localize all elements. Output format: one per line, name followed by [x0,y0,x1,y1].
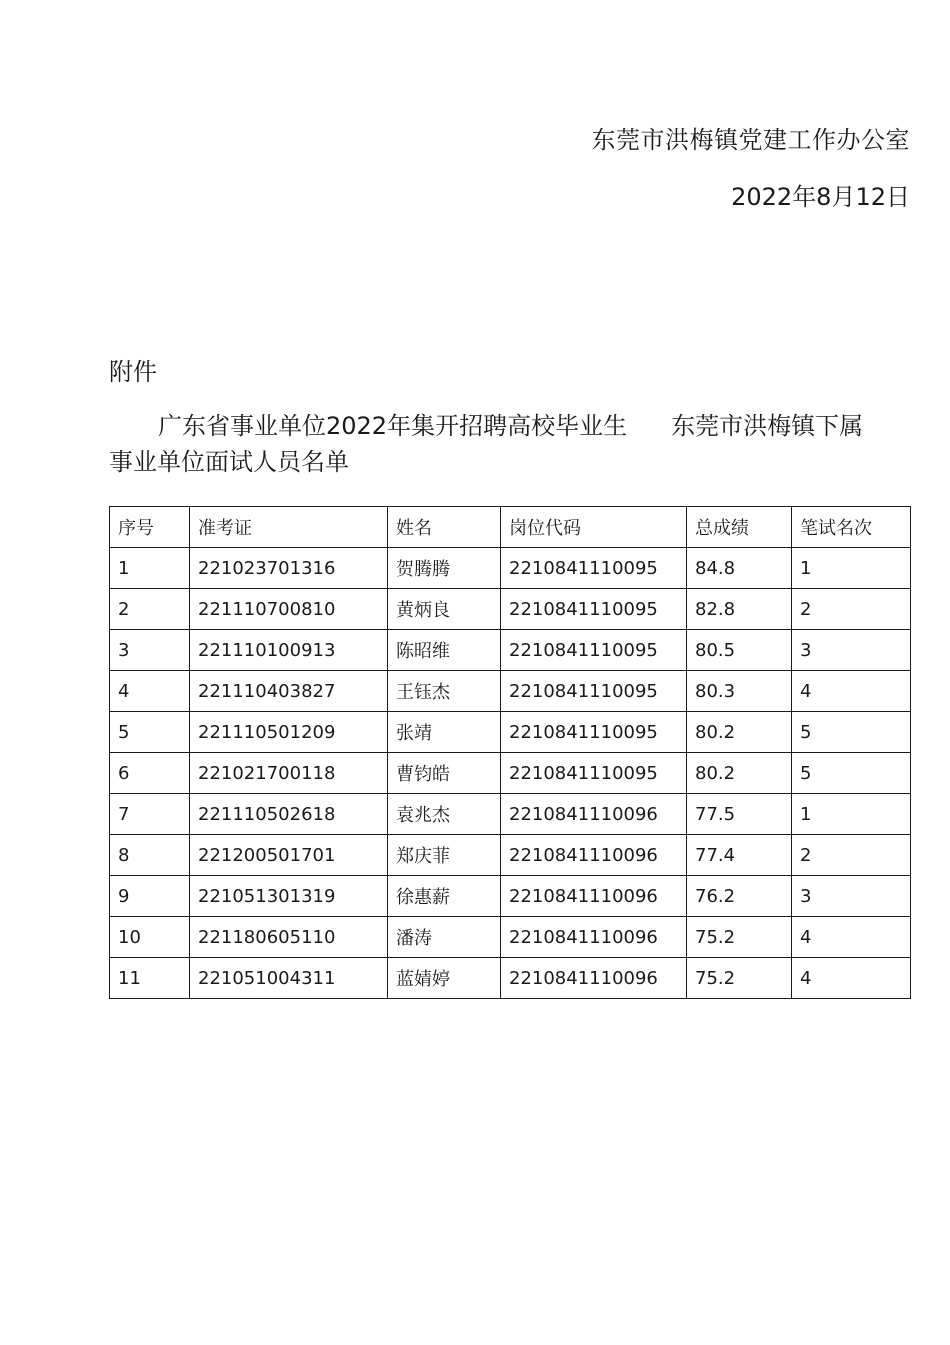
header-admission-ticket: 准考证 [190,507,388,548]
cell-name: 袁兆杰 [388,794,501,835]
header-name: 姓名 [388,507,501,548]
header-position-code: 岗位代码 [501,507,687,548]
table-row [110,917,911,958]
cell-seq: 10 [110,917,190,958]
cell-seq: 7 [110,794,190,835]
table-row [110,589,911,630]
table-row [110,753,911,794]
table-row [110,835,911,876]
cell-position-code: 2210841110096 [501,958,687,999]
cell-position-code: 2210841110096 [501,876,687,917]
cell-name: 蓝婧婷 [388,958,501,999]
signature-date: 2022年8月12日 [731,183,910,211]
cell-total-score: 80.2 [687,753,792,794]
attachment-label: 附件 [109,358,157,386]
cell-written-rank: 2 [792,589,911,630]
cell-name: 贺腾腾 [388,548,501,589]
cell-admission-ticket: 221021700118 [190,753,388,794]
cell-written-rank: 1 [792,794,911,835]
cell-seq: 8 [110,835,190,876]
cell-position-code: 2210841110096 [501,794,687,835]
interview-roster-table [109,506,911,999]
table-row [110,794,911,835]
cell-admission-ticket: 221051301319 [190,876,388,917]
table-row [110,712,911,753]
title-part1: 广东省事业单位2022年集开招聘高校毕业生 [158,412,628,440]
document-title [109,408,909,480]
cell-admission-ticket: 221180605110 [190,917,388,958]
cell-admission-ticket: 221051004311 [190,958,388,999]
cell-position-code: 2210841110096 [501,917,687,958]
header-total-score: 总成绩 [687,507,792,548]
cell-position-code: 2210841110095 [501,753,687,794]
cell-written-rank: 5 [792,712,911,753]
cell-admission-ticket: 221110700810 [190,589,388,630]
document-title-line2: 事业单位面试人员名单 [109,448,349,476]
cell-admission-ticket: 221110403827 [190,671,388,712]
cell-written-rank: 1 [792,548,911,589]
cell-total-score: 75.2 [687,958,792,999]
table-row [110,630,911,671]
cell-total-score: 82.8 [687,589,792,630]
cell-name: 潘涛 [388,917,501,958]
table-row [110,958,911,999]
cell-admission-ticket: 221110502618 [190,794,388,835]
cell-written-rank: 3 [792,630,911,671]
cell-written-rank: 5 [792,753,911,794]
cell-position-code: 2210841110095 [501,630,687,671]
cell-written-rank: 3 [792,876,911,917]
cell-total-score: 75.2 [687,917,792,958]
cell-position-code: 2210841110095 [501,589,687,630]
document-title-line1 [109,408,909,444]
cell-seq: 2 [110,589,190,630]
cell-seq: 5 [110,712,190,753]
cell-total-score: 80.2 [687,712,792,753]
cell-name: 张靖 [388,712,501,753]
table-row [110,876,911,917]
cell-written-rank: 4 [792,958,911,999]
cell-seq: 11 [110,958,190,999]
cell-total-score: 80.3 [687,671,792,712]
cell-written-rank: 4 [792,917,911,958]
cell-seq: 4 [110,671,190,712]
cell-total-score: 77.4 [687,835,792,876]
cell-position-code: 2210841110095 [501,671,687,712]
table-row [110,548,911,589]
cell-total-score: 80.5 [687,630,792,671]
cell-name: 郑庆菲 [388,835,501,876]
cell-admission-ticket: 221110100913 [190,630,388,671]
cell-written-rank: 2 [792,835,911,876]
cell-seq: 6 [110,753,190,794]
cell-position-code: 2210841110095 [501,548,687,589]
header-written-rank: 笔试名次 [792,507,911,548]
header-seq: 序号 [110,507,190,548]
cell-total-score: 77.5 [687,794,792,835]
cell-admission-ticket: 221110501209 [190,712,388,753]
cell-admission-ticket: 221023701316 [190,548,388,589]
signature-office: 东莞市洪梅镇党建工作办公室 [591,126,910,154]
title-part2: 东莞市洪梅镇下属 [671,412,864,440]
cell-name: 曹钧皓 [388,753,501,794]
cell-name: 王钰杰 [388,671,501,712]
table-header-row [110,507,911,548]
cell-name: 陈昭维 [388,630,501,671]
cell-position-code: 2210841110096 [501,835,687,876]
cell-total-score: 84.8 [687,548,792,589]
cell-name: 徐惠薪 [388,876,501,917]
cell-seq: 9 [110,876,190,917]
cell-written-rank: 4 [792,671,911,712]
cell-seq: 1 [110,548,190,589]
cell-total-score: 76.2 [687,876,792,917]
cell-name: 黄炳良 [388,589,501,630]
cell-position-code: 2210841110095 [501,712,687,753]
cell-seq: 3 [110,630,190,671]
table-row [110,671,911,712]
table-body [110,548,911,999]
cell-admission-ticket: 221200501701 [190,835,388,876]
